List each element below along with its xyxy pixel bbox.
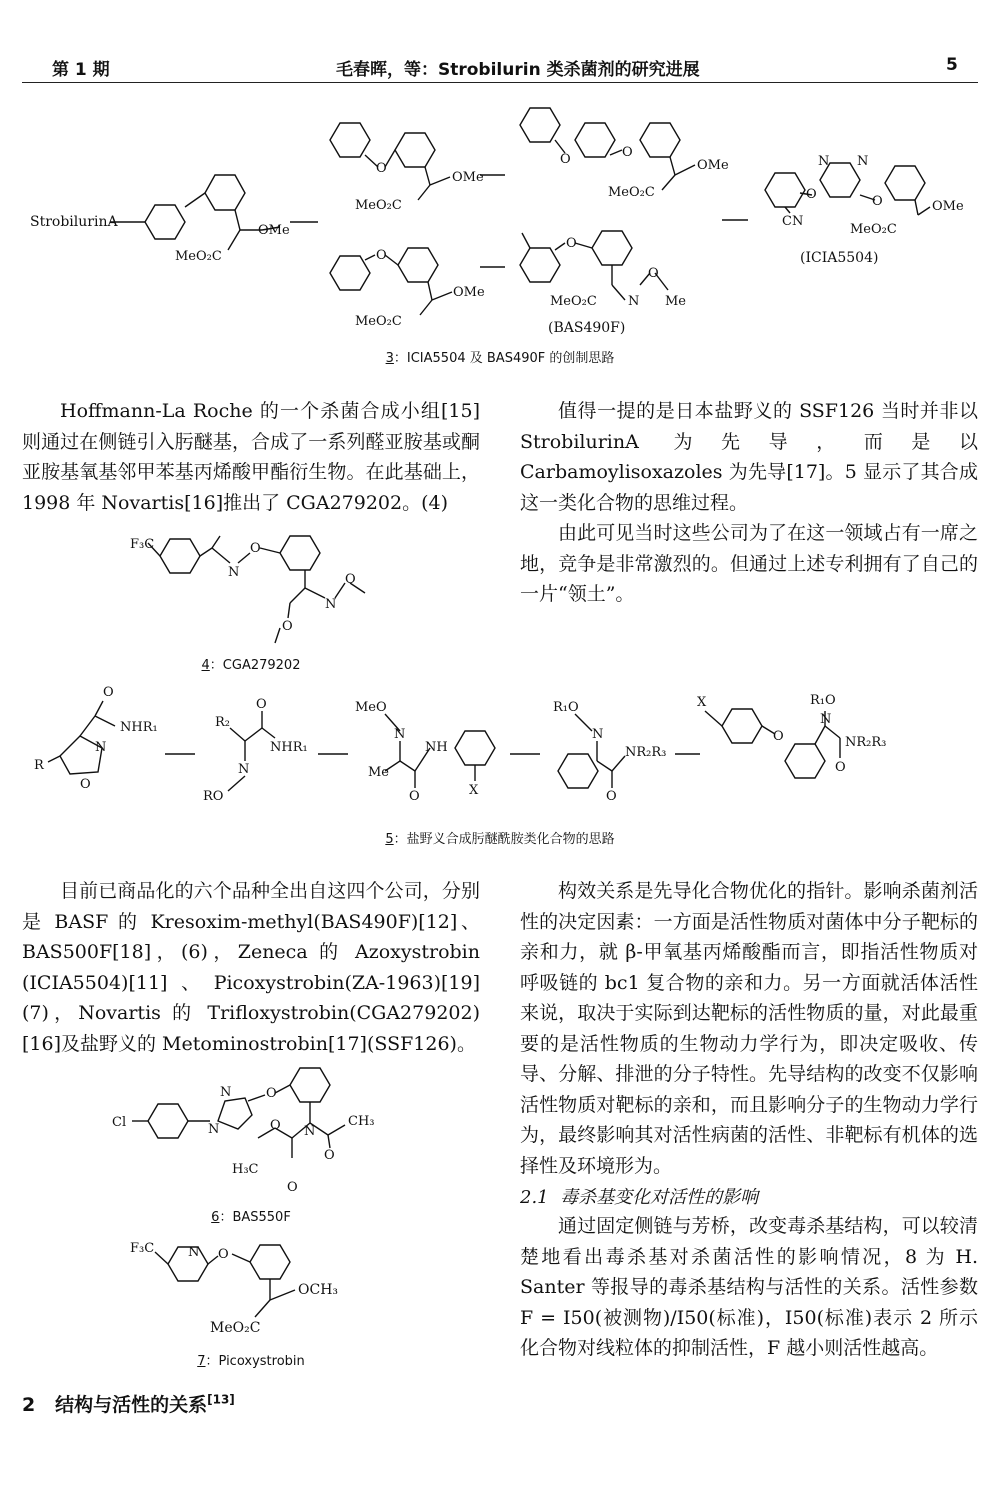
atom-meo2c: MeO₂C [550, 294, 597, 309]
atom-f3c: F₃C [130, 537, 155, 552]
label-bas490f: (BAS490F) [548, 320, 626, 336]
atom-n: N [325, 597, 337, 612]
paragraph: 由此可见当时这些公司为了在这一领域占有一席之地，竞争是非常激烈的。但通过上述专利拥有了自己的一片“领土”。 [520, 522, 978, 605]
atom-n: N [394, 727, 406, 742]
atom-o: O [324, 1148, 335, 1163]
left-column-upper [22, 396, 480, 518]
atom-nhr1: NHR₁ [270, 740, 308, 755]
atom-o: O [409, 789, 420, 804]
atom-nr2r3: NR₂R₃ [845, 735, 887, 750]
atom-o: O [648, 266, 659, 281]
atom-o: O [376, 161, 387, 176]
atom-ome: OMe [453, 285, 485, 300]
atom-n: N [820, 712, 832, 727]
atom-meo2c: MeO₂C [175, 249, 222, 264]
atom-n: N [304, 1124, 316, 1139]
figure-7-caption: 7：Picoxystrobin [197, 1354, 305, 1369]
journal-issue: 第 1 期 [52, 60, 110, 80]
atom-o: O [872, 194, 883, 209]
page-number: 5 [946, 55, 958, 75]
atom-meo: MeO [355, 700, 387, 715]
atom-meo2c: MeO₂C [210, 1320, 261, 1336]
atom-meo2c: MeO₂C [355, 314, 402, 329]
label-strobilurin-a: StrobilurinA [30, 214, 118, 230]
header-rule [22, 82, 978, 83]
atom-nhr1: NHR₁ [120, 720, 158, 735]
atom-n: N [188, 1245, 200, 1260]
running-title: 毛春晖，等：Strobilurin 类杀菌剂的研究进展 [336, 60, 700, 80]
atom-n: N [628, 294, 640, 309]
atom-h3c: H₃C [232, 1162, 259, 1177]
atom-n: N [95, 740, 107, 755]
subsection-2-1-heading: 2.1 毒杀基变化对活性的影响 [520, 1187, 759, 1208]
atom-n: N [208, 1122, 220, 1137]
atom-n: N [857, 154, 869, 169]
paragraph: 构效关系是先导化合物优化的指针。影响杀菌剂活性的决定因素：一方面是活性物质对菌体中分子靶标的亲和力，就 β-甲氧基丙烯酸酯而言，即指活性物质对呼吸链的 bc1 复合物的亲和力。另一方面就活体活性来说，取决于实际到达靶标的活性物质的量，对此最重要的是活性物质的生物动力学行为，即决定吸收、传导、分解、排泄的分子特性。先导结构的改变不仅影响活性物质对靶标的亲和，而且影响分子的生物动力学行为，最终影响其对活性病菌的活性、非靶标有机体的选择性及环境形为。 [520, 880, 978, 1177]
atom-n: N [592, 727, 604, 742]
atom-o: O [376, 248, 387, 263]
atom-r2: R₂ [215, 715, 230, 730]
atom-o: O [806, 187, 817, 202]
atom-ome: OMe [452, 170, 484, 185]
atom-ome: OMe [258, 223, 290, 238]
right-column-lower [520, 876, 978, 1364]
atom-o: O [560, 152, 571, 167]
atom-o: O [103, 685, 114, 700]
atom-me: Me [368, 765, 390, 780]
atom-me: Me [665, 294, 687, 309]
left-column-lower [22, 876, 480, 1059]
atom-nh: NH [425, 740, 448, 755]
atom-o: O [566, 236, 577, 251]
paragraph: 通过固定侧链与芳桥，改变毒杀基结构，可以较清楚地看出毒杀基对杀菌活性的影响情况，8 为 H. Santer 等报导的毒杀基结构与活性的关系。活性参数 F = I50(被测物)/I50(标准)，I50(标准)表示 2 所示化合物对线粒体的抑制活性，F 越小则活性越高。 [520, 1215, 978, 1359]
atom-o: O [80, 777, 91, 792]
atom-n: N [238, 762, 250, 777]
atom-o: O [606, 789, 617, 804]
atom-och3: OCH₃ [298, 1282, 339, 1298]
atom-meo2c: MeO₂C [355, 198, 402, 213]
atom-o: O [250, 541, 261, 556]
atom-f3c: F₃C [130, 1241, 155, 1256]
atom-o: O [256, 697, 267, 712]
atom-cn: CN [782, 214, 804, 229]
figure-4-structure [120, 528, 400, 652]
atom-n: N [220, 1085, 232, 1100]
atom-o: O [622, 145, 633, 160]
figure-6-caption: 6：BAS550F [211, 1210, 291, 1225]
figure-5-scheme [0, 676, 1000, 824]
atom-o: O [218, 1247, 229, 1262]
atom-o: O [266, 1086, 277, 1101]
atom-ch3: CH₃ [348, 1114, 375, 1129]
atom-meo2c: MeO₂C [850, 222, 897, 237]
atom-o: O [282, 619, 293, 634]
atom-o: O [773, 729, 784, 744]
paragraph: 目前已商品化的六个品种全出自这四个公司，分别是 BASF 的 Kresoxim-methyl(BAS490F)[12]、BAS500F[18]，(6)，Zeneca 的 Azoxystrobin (ICIA5504)[11]、Picoxystrobin(ZA-1963)[19](7)，Novartis 的 Trifloxystrobin(CGA279202)[16]及盐野义的 Metominostrobin[17](SSF126)。 [22, 880, 480, 1055]
atom-x: X [469, 783, 479, 798]
figure-5-caption: 5：盐野义合成肟醚酰胺类化合物的思路 [385, 832, 615, 847]
figure-6-structure [100, 1063, 400, 1193]
atom-meo2c: MeO₂C [608, 185, 655, 200]
figure-3-caption: 3：ICIA5504 及 BAS490F 的创制思路 [385, 351, 615, 366]
figure-7-structure [110, 1232, 390, 1344]
atom-o: O [345, 572, 356, 587]
atom-cl: Cl [112, 1115, 127, 1130]
right-column-upper [520, 396, 978, 610]
atom-n: N [228, 565, 240, 580]
figure-4-caption: 4：CGA279202 [201, 658, 301, 673]
atom-r1o: R₁O [810, 693, 836, 708]
atom-o: O [287, 1180, 298, 1193]
atom-ome: OMe [932, 199, 964, 214]
atom-o: O [270, 1118, 281, 1133]
paragraph: 值得一提的是日本盐野义的 SSF126 当时并非以 StrobilurinA 为先导，而是以 Carbamoylisoxazoles 为先导[17]。5 显示了其合成这一类化合物的思维过程。 [520, 400, 978, 514]
atom-o: O [835, 760, 846, 775]
paragraph: Hoffmann-La Roche 的一个杀菌合成小组[15]则通过在侧链引入肟醚基，合成了一系列醛亚胺基或酮亚胺基氧基邻甲苯基丙烯酸甲酯衍生物。在此基础上，1998 年 Novartis[16]推出了 CGA279202。(4) [22, 400, 480, 514]
atom-r1o: R₁O [553, 700, 579, 715]
atom-r: R [34, 758, 44, 773]
atom-ro: RO [203, 789, 224, 804]
atom-x: X [697, 695, 707, 710]
figure-3-scheme [0, 95, 1000, 345]
atom-nr2r3: NR₂R₃ [625, 745, 667, 760]
label-icia5504: (ICIA5504) [800, 250, 879, 266]
atom-n: N [818, 154, 830, 169]
atom-ome: OMe [697, 158, 729, 173]
section-2-heading: 2 结构与活性的关系[13] [22, 1392, 235, 1416]
